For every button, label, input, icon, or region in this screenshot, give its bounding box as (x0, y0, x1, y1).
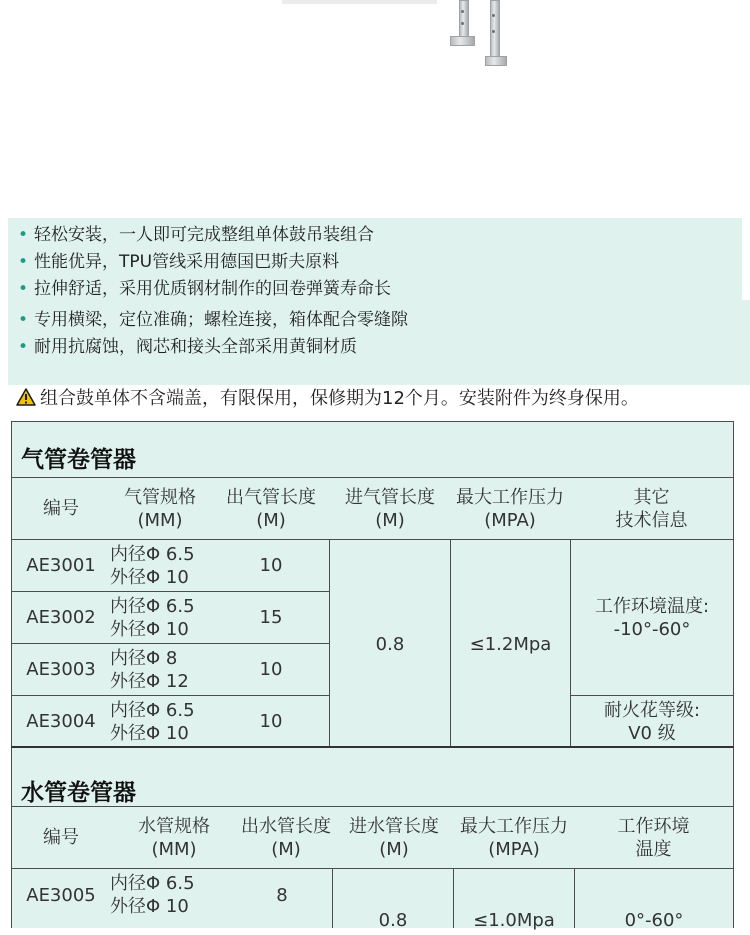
row-out-length: 15 (259, 607, 283, 628)
row-out-length: 10 (259, 711, 283, 732)
row-code: AE3002 (26, 607, 96, 628)
air-hose-table (11, 421, 734, 748)
bullet-icon: • (18, 279, 29, 299)
operating-temperature-info: 工作环境温度: -10°-60° (594, 595, 710, 640)
row-out-length: 10 (259, 555, 283, 576)
col-header-code: 编号 (43, 827, 79, 848)
col-header-out-length: 出气管长度 (M) (226, 486, 316, 531)
col-header-spec: 水管规格 (MM) (138, 815, 210, 860)
feature-item: • 轻松安装，一人即可完成整组单体鼓吊装组合 (18, 225, 375, 245)
col-header-code: 编号 (43, 498, 79, 519)
row-spec: 内径Φ 6.5 外径Φ 10 (110, 873, 195, 917)
feature-item: • 性能优异，TPU管线采用德国巴斯夫原料 (18, 252, 340, 272)
col-header-other-info: 其它 技术信息 (615, 486, 688, 531)
col-header-in-length: 进水管长度 (M) (349, 815, 439, 860)
row-code: AE3003 (26, 659, 96, 680)
warranty-notice (16, 384, 639, 410)
bracket-hole (492, 14, 495, 17)
product-crossbar (282, 0, 437, 4)
row-out-length: 8 (276, 884, 288, 906)
feature-item: • 拉伸舒适，采用优质钢材制作的回卷弹簧寿命长 (18, 279, 392, 299)
bullet-icon: • (18, 337, 29, 357)
col-header-temperature: 工作环境 温度 (617, 815, 690, 860)
left-bracket-foot (450, 36, 475, 46)
bullet-icon: • (18, 310, 29, 330)
bracket-hole (492, 30, 495, 33)
bracket-hole (461, 10, 464, 13)
row-code: AE3001 (26, 555, 96, 576)
row-spec: 内径Φ 6.5 外径Φ 10 (110, 699, 195, 744)
max-pressure-value: ≤1.2Mpa (469, 633, 552, 655)
right-bracket-foot (485, 56, 507, 66)
col-header-max-pressure: 最大工作压力 (MPA) (460, 815, 568, 860)
product-photo (0, 0, 750, 218)
in-length-value: 0.8 (375, 633, 405, 655)
air-table-title: 气管卷管器 (21, 447, 136, 473)
col-header-spec: 气管规格 (MM) (124, 486, 196, 531)
water-table-title: 水管卷管器 (21, 780, 136, 806)
spark-rating-info: 耐火花等级: V0 级 (603, 699, 701, 744)
row-code: AE3004 (26, 711, 96, 732)
row-spec: 内径Φ 6.5 外径Φ 10 (110, 595, 195, 640)
water-hose-table (11, 748, 734, 931)
col-header-out-length: 出水管长度 (M) (241, 815, 331, 860)
bullet-icon: • (18, 225, 29, 245)
col-header-in-length: 进气管长度 (M) (345, 486, 435, 531)
temperature-value: 0°-60° (624, 909, 684, 931)
row-code: AE3005 (26, 884, 96, 906)
notice-text: 组合鼓单体不含端盖，有限保用，保修期为12个月。安装附件为终身保用。 (40, 388, 639, 409)
row-spec: 内径Φ 8 外径Φ 12 (110, 647, 189, 692)
warning-icon (16, 388, 36, 406)
in-length-value: 0.8 (378, 909, 408, 931)
feature-panel (8, 218, 742, 385)
row-spec: 内径Φ 6.5 外径Φ 10 (110, 543, 195, 588)
feature-item: • 耐用抗腐蚀，阀芯和接头全部采用黄铜材质 (18, 337, 358, 357)
bullet-icon: • (18, 252, 29, 272)
row-out-length: 10 (259, 659, 283, 680)
feature-panel-edge (742, 300, 750, 385)
col-header-max-pressure: 最大工作压力 (MPA) (456, 486, 564, 531)
bracket-hole (461, 22, 464, 25)
feature-item: • 专用横梁，定位准确；螺栓连接，箱体配合零缝隙 (18, 310, 409, 330)
max-pressure-value: ≤1.0Mpa (473, 909, 555, 931)
